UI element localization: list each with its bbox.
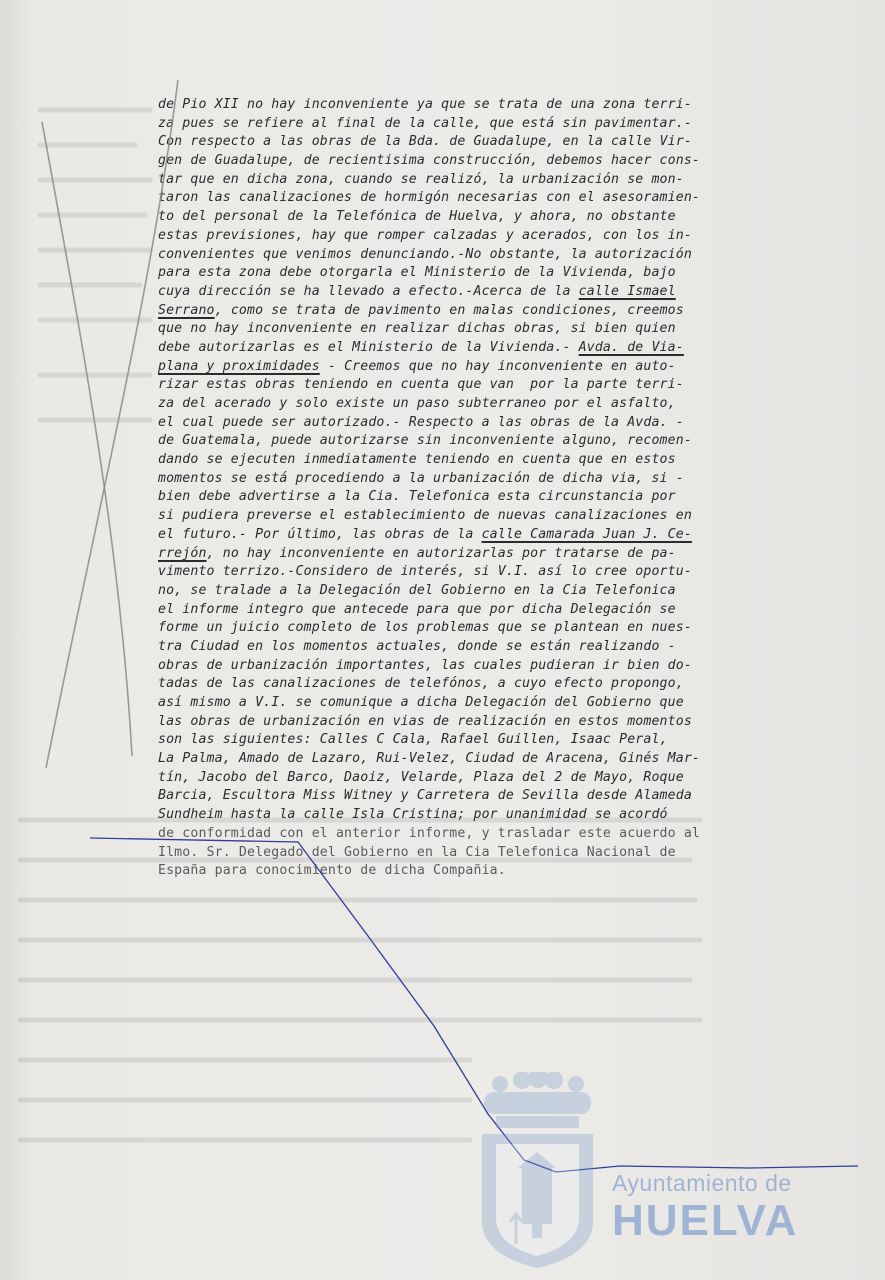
text-line: to del personal de la Telefónica de Huelva, y ahora, no obstante xyxy=(158,209,676,225)
text-line: que no hay inconveniente en realizar dichas obras, si bien quien xyxy=(158,321,676,337)
text-line: La Palma, Amado de Lazaro, Rui-Velez, Ciudad de Aracena, Ginés Mar- xyxy=(158,751,700,767)
text-line: tín, Jacobo del Barco, Daoiz, Velarde, Plaza del 2 de Mayo, Roque xyxy=(158,769,684,785)
text-line: tar que en dicha zona, cuando se realizó, la urbanización se mon- xyxy=(158,171,684,187)
text-line: vimento terrizo.-Considero de interés, si V.I. así lo cree oportu- xyxy=(158,564,692,580)
text-line: momentos se está procediendo a la urbanización de dicha via, si - xyxy=(158,470,684,486)
text-line: obras de urbanización importantes, las cuales pudieran ir bien do- xyxy=(158,657,692,673)
text-line: son las siguientes: Calles C Cala, Rafael Guillen, Isaac Peral, xyxy=(158,732,668,748)
text-line: así mismo a V.I. se comunique a dicha Delegación del Gobierno que xyxy=(158,695,684,710)
text-line: el futuro.- Por último, las obras de la calle Camarada Juan J. Ce- xyxy=(158,526,692,542)
text-line: rizar estas obras teniendo en cuenta que van por la parte terri- xyxy=(158,377,684,393)
typed-minutes-text xyxy=(158,96,858,881)
text-line: las obras de urbanización en vias de realización en estos momentos xyxy=(158,713,692,729)
text-line: estas previsiones, hay que romper calzadas y acerados, con los in- xyxy=(158,227,692,243)
underlined-street-name: Avda. de Via- xyxy=(578,339,684,355)
text-line: tra Ciudad en los momentos actuales, donde se están realizando - xyxy=(158,638,676,654)
text-line: de Guatemala, puede autorizarse sin inconveniente alguno, recomen- xyxy=(158,433,692,449)
text-line: para esta zona debe otorgarla el Ministerio de la Vivienda, bajo xyxy=(158,265,676,281)
underlined-street-name: Serrano xyxy=(158,302,215,318)
text-line: si pudiera preverse el establecimiento de nuevas canalizaciones en xyxy=(158,508,692,524)
watermark-line-1: Ayuntamiento de xyxy=(612,1170,792,1196)
text-line: el cual puede ser autorizado.- Respecto a las obras de la Avda. - xyxy=(158,414,684,430)
text-line: debe autorizarlas es el Ministerio de la Vivienda.- Avda. de Via- xyxy=(158,339,684,355)
text-line: za pues se refiere al final de la calle, que está sin pavimentar.- xyxy=(158,115,692,131)
underlined-street-name: calle Camarada Juan J. Ce- xyxy=(481,526,692,542)
huelva-coat-of-arms-watermark xyxy=(470,1072,605,1272)
text-line: de conformidad con el anterior informe, y trasladar este acuerdo al xyxy=(158,825,700,841)
text-line: de Pio XII no hay inconveniente ya que se trata de una zona terri- xyxy=(158,97,692,112)
text-line: za del acerado y solo existe un paso subterraneo por el asfalto, xyxy=(158,396,676,411)
underlined-street-name: calle Ismael xyxy=(578,283,676,299)
text-line: Con respecto a las obras de la Bda. de Guadalupe, en la calle Vir- xyxy=(158,134,692,150)
text-line: dando se ejecuten inmediatamente teniendo en cuenta que en estos xyxy=(158,452,676,468)
text-line: rrejón, no hay inconveniente en autorizarlas por tratarse de pa- xyxy=(158,545,676,561)
text-line: Barcia, Escultora Miss Witney y Carretera de Sevilla desde Alameda xyxy=(158,788,692,804)
text-line: el informe integro que antecede para que por dicha Delegación se xyxy=(158,601,676,617)
text-line: España para conocimiento de dicha Compañia. xyxy=(158,863,506,879)
text-line: gen de Guadalupe, de recientisima construcción, debemos hacer cons- xyxy=(158,153,700,169)
text-line: Sundheim hasta la calle Isla Cristina; por unanimidad se acordó xyxy=(158,807,668,823)
text-line: Serrano, como se trata de pavimento en malas condiciones, creemos xyxy=(158,302,684,318)
watermark-line-2: HUELVA xyxy=(612,1196,799,1245)
text-line: forme un juicio completo de los problemas que se plantean en nues- xyxy=(158,620,692,636)
text-line: plana y proximidades - Creemos que no hay inconveniente en auto- xyxy=(158,358,676,374)
text-line: bien debe advertirse a la Cia. Telefonica esta circunstancia por xyxy=(158,489,676,505)
text-line: convenientes que venimos denunciando.-No obstante, la autorización xyxy=(158,246,692,262)
text-line: cuya dirección se ha llevado a efecto.-Acerca de la calle Ismael xyxy=(158,283,676,299)
text-line: tadas de las canalizaciones de telefónos, a cuyo efecto propongo, xyxy=(158,676,684,692)
text-line: taron las canalizaciones de hormigón necesarias con el asesoramien- xyxy=(158,190,700,206)
underlined-street-name: rrejón xyxy=(158,545,207,561)
text-line: no, se tralade a la Delegación del Gobierno en la Cia Telefonica xyxy=(158,582,676,598)
underlined-street-name: plana y proximidades xyxy=(158,358,320,374)
text-line: Ilmo. Sr. Delegado del Gobierno en la Cia Telefonica Nacional de xyxy=(158,844,676,860)
